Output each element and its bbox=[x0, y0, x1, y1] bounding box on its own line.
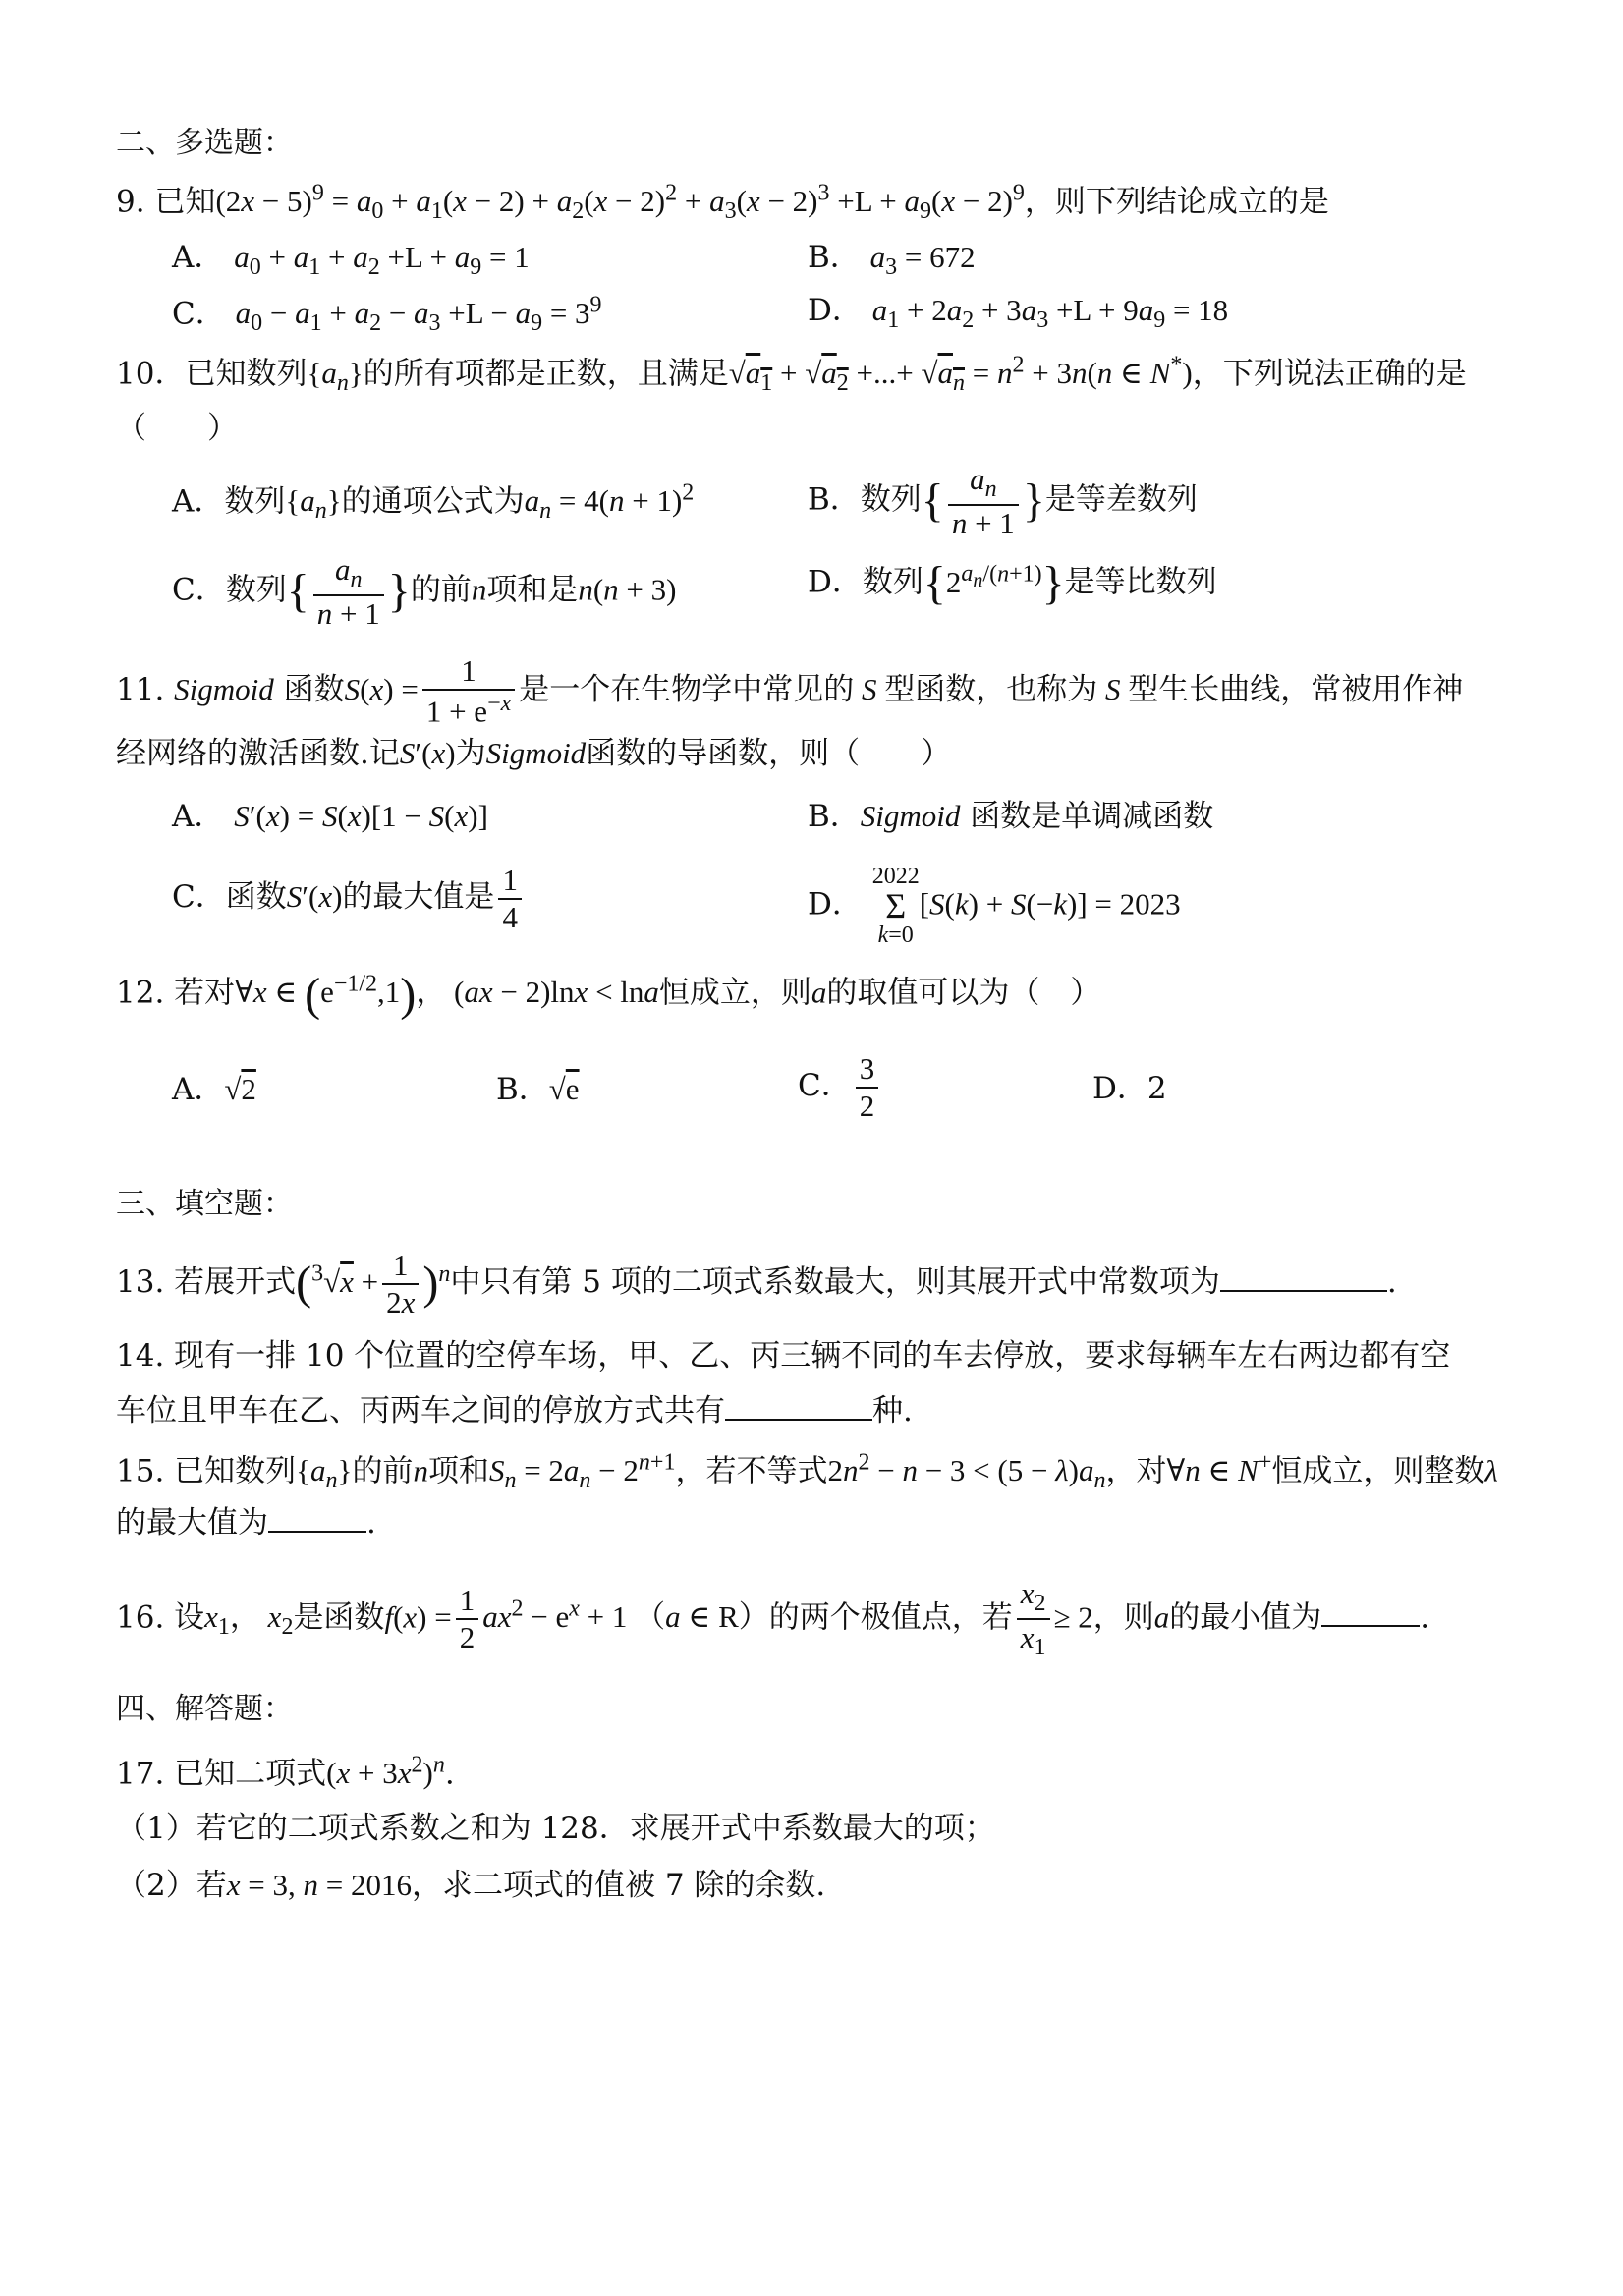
question-15-stem: 15. 已知数列$\{a_n\}$的前n项和$S_n = 2a_n - 2^{n+1}$，若不等式$2n^2 - n - 3 < (5 - \lambda)a_n$，对∀n ∈ N+恒成立，则整数λ bbox=[116, 1450, 1498, 1494]
q12-option-b: B．√e bbox=[496, 1072, 580, 1107]
q9-option-a: A． $a_0 + a_1 + a_2 +L + a_9 = 1$ bbox=[172, 240, 530, 281]
q10-answer-paren: （ ） bbox=[116, 411, 238, 446]
question-9-stem bbox=[116, 180, 1329, 226]
q15-answer-blank[interactable] bbox=[268, 1505, 366, 1533]
q10-option-d: D．数列$\{2^{a_n/(n+1)}\}$是等比数列 bbox=[808, 557, 1217, 609]
q11-option-c: C．函数S′(x)的最大值是 $\frac{1}{4}$ bbox=[172, 863, 526, 934]
question-17-part2: （2）若x = 3, n = 2016，求二项式的值被 7 除的余数. bbox=[116, 1868, 826, 1903]
q9-option-b: B． $a_3 = 672$ bbox=[808, 240, 976, 281]
question-17-stem: 17. 已知二项式$(x + 3x^2)^n$. bbox=[116, 1753, 455, 1792]
question-16-stem: 16. 设$x_1$， $x_2$是函数f(x) = $\frac{1}{2}$ $ax^2 - e^x + 1$ （a ∈ R）的两个极值点，若 $\frac{x_2}{x_1}$ ≥ 2，则a的最小值为 . bbox=[116, 1576, 1430, 1660]
question-11-stem-line2: 经网络的激活函数.记S′(x)为Sigmoid函数的导函数，则（ ） bbox=[116, 736, 952, 771]
question-12-stem: 12. 若对∀x ∈ $(e^{-1/2},1)$， (ax − 2)lnx < lna恒成立，则a的取值可以为（ ） bbox=[116, 969, 1101, 1022]
q10-option-c: C．数列{ $\frac{a_n}{n + 1}$ }的前n项和是n(n + 3) bbox=[172, 552, 677, 631]
q16-answer-blank[interactable] bbox=[1321, 1599, 1420, 1627]
q9-stem-start: 9. 已知 bbox=[116, 184, 216, 220]
q13-answer-blank[interactable] bbox=[1220, 1264, 1387, 1292]
q12-option-c: C． $\frac{3}{2}$ bbox=[798, 1051, 882, 1123]
q9-option-d: D． $a_1 + 2a_2 + 3a_3 +L + 9a_9 = 18$ bbox=[808, 293, 1229, 334]
section-fill-blank-heading: 三、填空题： bbox=[116, 1187, 293, 1221]
q11-option-a: A． S′(x) = S(x)[1 − S(x)] bbox=[172, 799, 488, 834]
question-17-part1: （1）若它的二项式系数之和为 128．求展开式中系数最大的项； bbox=[116, 1811, 995, 1846]
q14-answer-blank[interactable] bbox=[725, 1393, 872, 1421]
q12-option-d: D．2 bbox=[1092, 1071, 1167, 1106]
q11-option-d: D． 2022 Σ k=0 [S(k) + S(−k)] = 2023 bbox=[808, 864, 1181, 948]
question-14-line1: 14. 现有一排 10 个位置的空停车场，甲、乙、丙三辆不同的车去停放，要求每辆车左右两边都有空 bbox=[116, 1338, 1451, 1373]
section-multi-choice-heading: 二、多选题： bbox=[116, 126, 293, 160]
q12-option-a: A．√2 bbox=[172, 1072, 256, 1107]
q10-option-a: A．数列$\{a_n\}$的通项公式为$a_n = 4(n + 1)^2$ bbox=[172, 480, 695, 525]
question-14-line2: 车位且甲车在乙、丙两车之间的停放方式共有 种. bbox=[116, 1393, 913, 1428]
q11-option-b: B．Sigmoid 函数是单调减函数 bbox=[808, 799, 1214, 834]
question-10-stem: 10．已知数列$\{a_n\}$的所有项都是正数，且满足$√a_1 + √a_2$ +...+ $√a_n = n^2 + 3n(n$ ∈ N*)，下列说法正确的是 bbox=[116, 353, 1467, 397]
q9-option-c: C． $a_0 - a_1 + a_2 - a_3 +L - a_9 = 3^9$ bbox=[172, 293, 602, 337]
question-11-stem-line1: 11. Sigmoid 函数S(x) = $\frac{1}{1 + e^{-x}}$ 是一个在生物学中常见的 S 型函数，也称为 S 型生长曲线，常被用作神 bbox=[116, 653, 1464, 728]
question-13-stem: 13. 若展开式($^3$√x + $\frac{1}{2x}$ )$^n$中只有第 5 项的二项式系数最大，则其展开式中常数项为 . bbox=[116, 1248, 1397, 1319]
question-15-line2: 的最大值为 . bbox=[116, 1505, 376, 1540]
q9-stem-tail: ，则下列结论成立的是 bbox=[1024, 184, 1329, 220]
q9-formula: $(2x - 5)^9 = a_0 + a_1(x - 2) + a_2(x - 2)^2 + a_3(x - 2)^3 +L + a_9(x - 2)^9$ bbox=[215, 181, 1025, 225]
q10-option-b: B．数列{ $\frac{a_n}{n + 1}$ }是等差数列 bbox=[808, 462, 1198, 540]
section-answer-heading: 四、解答题： bbox=[116, 1692, 293, 1726]
